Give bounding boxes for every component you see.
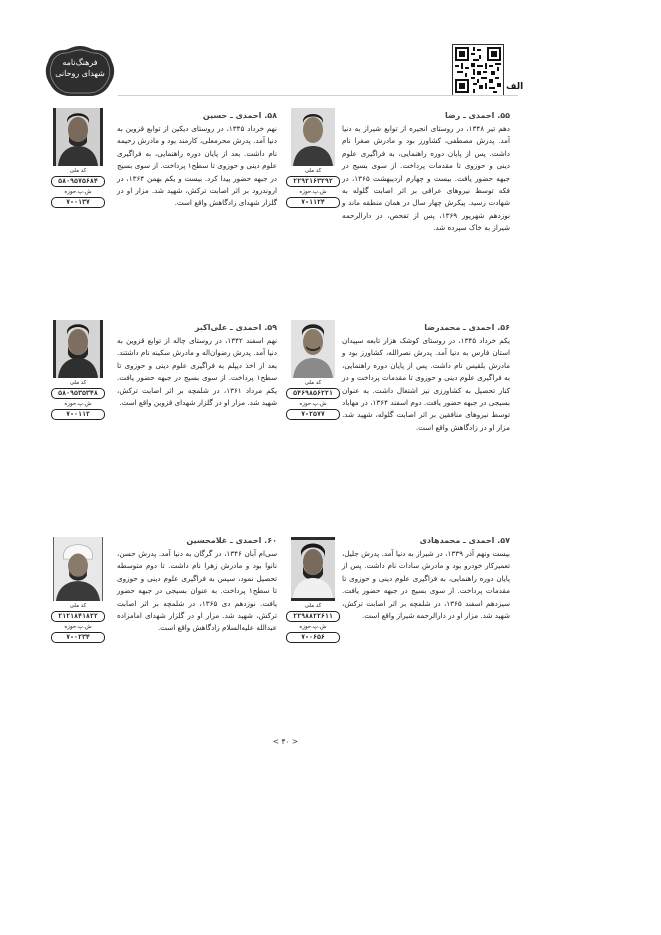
seminary-code-label: ش.پ.حوزه (299, 624, 327, 630)
entry-title: ۶۰. احمدی ـ غلامحسین (186, 536, 277, 545)
entry-56 (342, 322, 510, 434)
seminary-code-value: ۷-۰۶۵۶ (286, 632, 340, 643)
national-code-value: ۲۲۹۲۱۶۳۲۹۲ (286, 176, 340, 187)
entry-text: نهم خرداد ۱۳۴۵، در روستای دیکین از توابع قزوین به دنیا آمد. پدرش محرمعلی، کارمند بود و مادرش رحیمه نام داشت. بعد از پایان دوره راهنمایی، به فراگیری علوم دینی و حوزوی تا سطح۱ پرداخت. از سوی بسیج در جبهه حضور پیدا کرد. بیست و یکم بهمن ۱۳۶۴، در اروندرود بر اثر اصابت ترکش، شهید شد. مزار او در گلزار شهدای زادگاهش واقع است. (117, 124, 278, 208)
national-code-label: کد ملی (69, 380, 87, 386)
entry-title: ۵۵. احمدی ـ رضا (444, 111, 510, 120)
national-code-label: کد ملی (304, 603, 322, 609)
entry-text: بیست ونهم آذر ۱۳۳۹، در شیراز به دنیا آمد. پدرش جلیل، تعمیرکار خودرو بود و مادرش سادات نام داشت. پس از پایان دوره راهنمایی، به فراگیری علوم دینی و حوزوی تا مقدمات پرداخت. از سوی بسیج در جبهه حضور یافت. سیزدهم اسفند ۱۳۶۵، در شلمچه بر اثر اصابت ترکش، شهید شد. مزار او در دارالرحمه شیراز واقع است. (342, 549, 510, 621)
portrait-photo (291, 108, 335, 166)
person-portrait-icon (291, 108, 335, 166)
entry-60-profile (49, 537, 107, 644)
entry-58-profile (49, 108, 107, 209)
logo-subtitle: شهدای روحانی (55, 69, 105, 78)
entry-58 (117, 110, 277, 210)
entry-text: نهم اسفند ۱۳۴۲، در روستای چاله از توابع قزوین به دنیا آمد. پدرش رضوان‌اله و مادرش سکینه نام داشتند. بعد از اخذ دیپلم به فراگیری علوم دینی و حوزوی تا سطح۱ پرداخت. از سوی بسیج در جبهه حضور یافت. یکم مرداد ۱۳۶۱، در شلمچه بر اثر اصابت ترکش، شهید شد. مزار او در گلزار شهدای قزوین واقع است. (117, 336, 278, 408)
entry-55 (342, 110, 510, 235)
entry-56-profile (284, 320, 342, 421)
seminary-code-value: ۷-۰۲۳۴ (51, 632, 105, 643)
national-code-value: ۵۴۶۹۸۵۶۲۲۱ (286, 388, 340, 399)
entry-57-profile (284, 537, 342, 644)
logo-title: فرهنگ‌نامه (62, 58, 98, 67)
seminary-code-value: ۷-۰۱۱۲ (51, 409, 105, 420)
entry-59-profile (49, 320, 107, 421)
seminary-code-label: ش.پ.حوزه (64, 624, 92, 630)
book-logo (44, 44, 116, 98)
national-code-value: ۲۱۲۱۸۴۱۸۲۲ (51, 611, 105, 622)
cleric-portrait-icon (53, 537, 103, 601)
national-code-label: کد ملی (69, 603, 87, 609)
entry-55-profile (284, 108, 342, 209)
portrait-photo (291, 537, 335, 601)
seminary-code-label: ش.پ.حوزه (64, 189, 92, 195)
qr-code-icon (453, 45, 503, 95)
person-portrait-icon (291, 320, 335, 378)
portrait-photo (53, 108, 103, 166)
seminary-code-value: ۷-۰۱۳۷ (51, 197, 105, 208)
seminary-code-value: ۷-۲۵۷۷ (286, 409, 340, 420)
entry-title: ۵۸. احمدی ـ حسین (202, 111, 277, 120)
entry-text: یکم خرداد ۱۳۴۵، در روستای کوشک هزار تابعه سپیدان استان فارس به دنیا آمد. پدرش نصرالله، کشاورز بود و مادرش بلقیس نام داشت. پس از پایان دوره راهنمایی، به فراگیری علوم دینی و حوزوی تا مقدمات پرداخت و در کنار تحصیل به کشاورزی نیز اشتغال داشت. به عنوان بسیجی در جبهه حضور یافت. دوم اسفند ۱۳۶۴، در مهاباد توسط نیروهای منافقین بر اثر اصابت گلوله، شهید شد. مزار او در زادگاهش واقع است. (342, 336, 511, 432)
seminary-code-label: ش.پ.حوزه (299, 401, 327, 407)
seminary-code-label: ش.پ.حوزه (64, 401, 92, 407)
national-code-label: کد ملی (69, 168, 87, 174)
seminary-code-label: ش.پ.حوزه (299, 189, 327, 195)
header-divider (118, 95, 518, 96)
logo-text (44, 57, 116, 79)
entry-57 (342, 535, 510, 622)
entry-59 (117, 322, 277, 409)
entry-text: سی‌ام آبان ۱۳۴۶، در گرگان به دنیا آمد. پدرش حسن، نانوا بود و مادرش زهرا نام داشت. تا دوم متوسطه تحصیل نمود، سپس به فراگیری علوم دینی و حوزوی تا سطح۱ پرداخت. به عنوان بسیجی در جبهه حضور یافت. نوزدهم دی ۱۳۶۵، در شلمچه بر اثر اصابت ترکش، شهید شد. مزار او در گلزار شهدای امامزاده عبدالله علیه‌السلام زادگاهش واقع است. (117, 549, 278, 633)
person-portrait-icon (53, 108, 103, 166)
entry-text: دهم تیر ۱۳۴۸، در روستای انجیره از توابع شیراز به دنیا آمد. پدرش مصطفی، کشاورز بود و مادرش صغرا نام داشت. پس از پایان دوره راهنمایی، به فراگیری علوم دینی و حوزوی تا مقدمات پرداخت. از سوی بسیج در جبهه حضور یافت. بیست و چهارم اردیبهشت ۱۳۶۵، در فکه توسط نیروهای عراقی بر اثر اصابت گلوله به شهادت رسید. پیکرش چهار سال در همان منطقه ماند و نوزدهم شهریور ۱۳۶۹، پس از تفحص، در دارالرحمه شیراز به خاک سپرده شد. (342, 124, 511, 233)
portrait-photo (291, 320, 335, 378)
national-code-value: ۵۸۰۹۵۳۵۳۴۸ (51, 388, 105, 399)
national-code-label: کد ملی (304, 380, 322, 386)
person-portrait-icon (291, 537, 335, 601)
seminary-code-value: ۷-۱۱۲۴ (286, 197, 340, 208)
portrait-photo (53, 320, 103, 378)
page-number: < ۴۰ > (272, 737, 299, 746)
entry-title: ۵۹. احمدی ـ علی‌اکبر (194, 323, 277, 332)
person-portrait-icon (53, 320, 103, 378)
qr-code[interactable] (452, 44, 504, 96)
section-letter: الف (506, 82, 524, 92)
national-code-value: ۲۲۹۸۸۲۲۶۱۱ (286, 611, 340, 622)
entry-title: ۵۷. احمدی ـ محمدهادی (419, 536, 510, 545)
national-code-value: ۵۸۰۹۵۷۵۶۸۴ (51, 176, 105, 187)
portrait-photo (53, 537, 103, 601)
national-code-label: کد ملی (304, 168, 322, 174)
entry-title: ۵۶. احمدی ـ محمدرضا (424, 323, 510, 332)
entry-60 (117, 535, 277, 635)
